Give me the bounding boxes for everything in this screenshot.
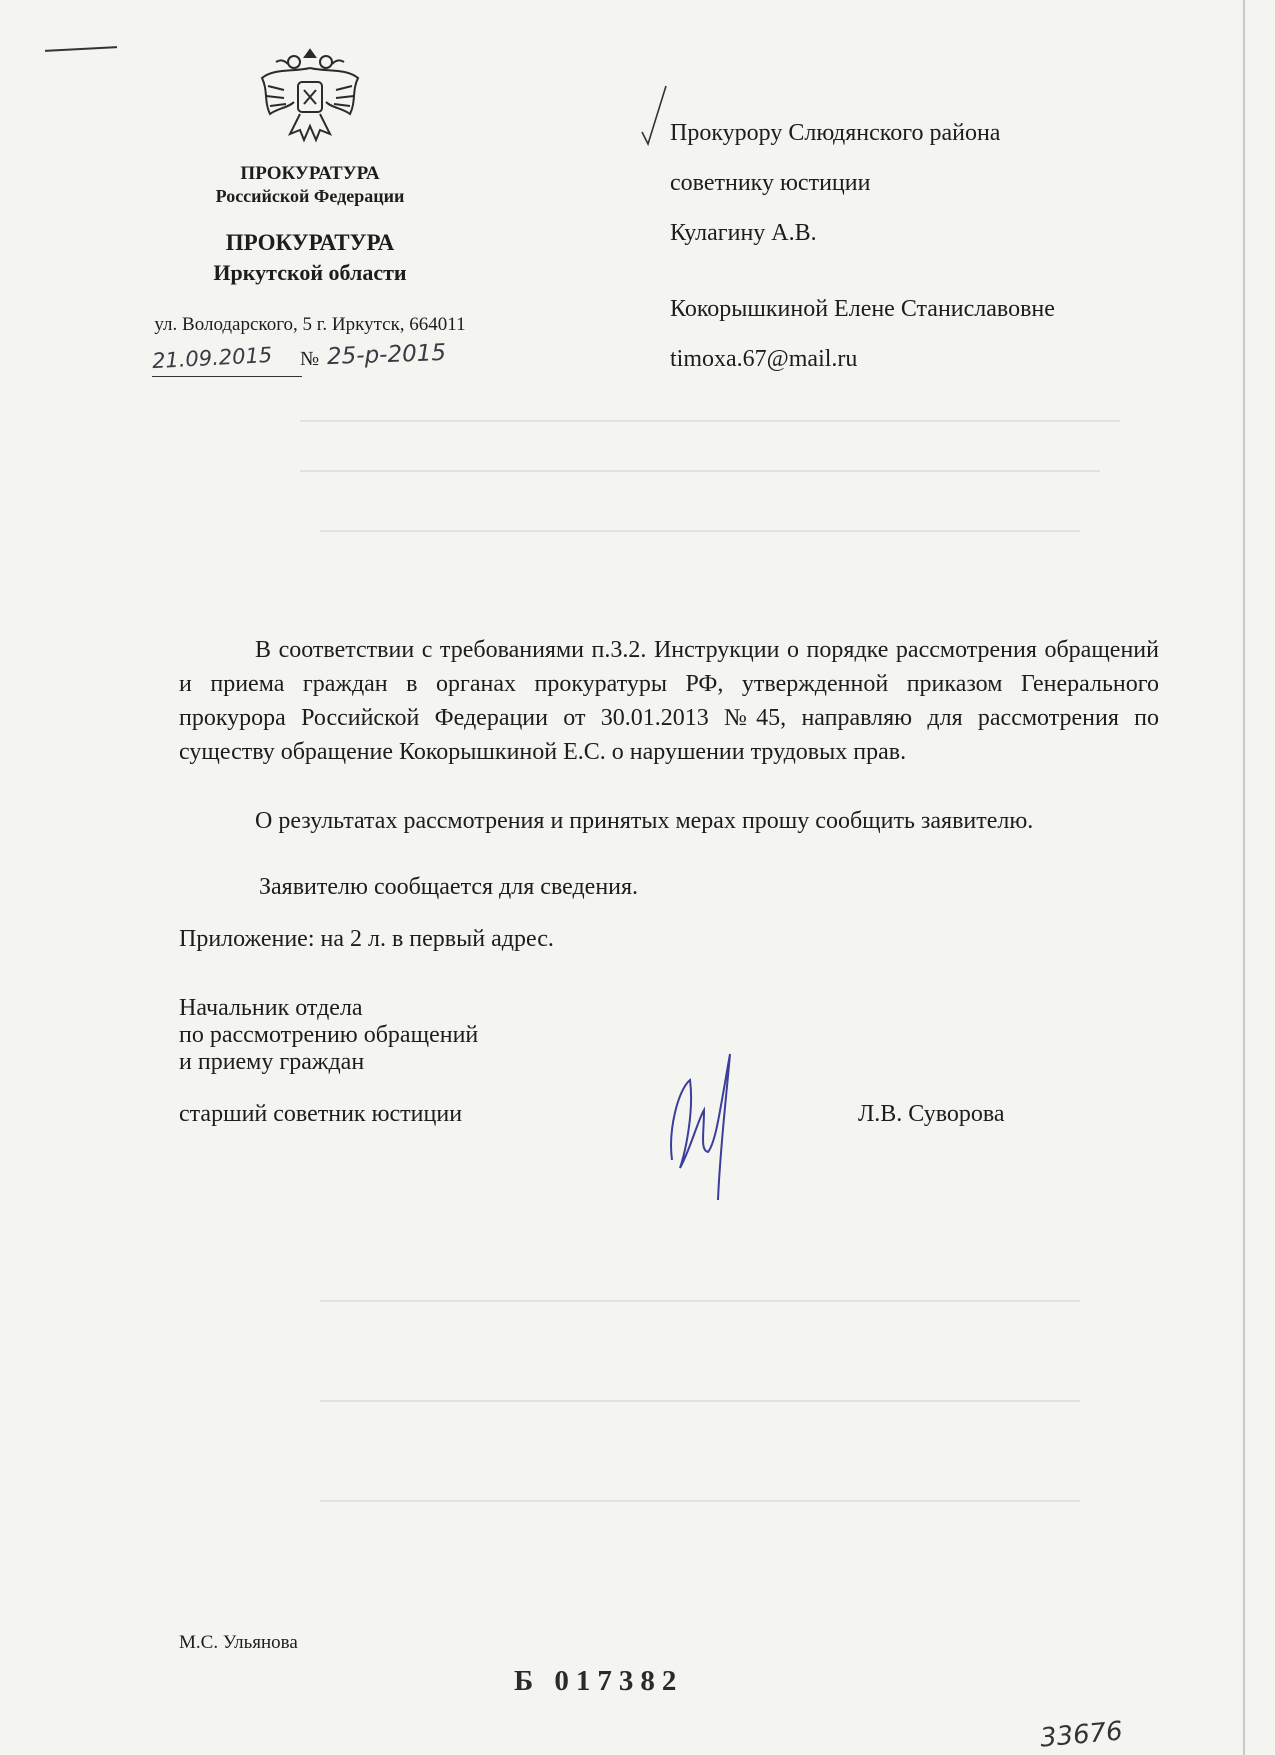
org-title-2: ПРОКУРАТУРА — [225, 230, 395, 255]
body-paragraph-2: О результатах рассмотрения и принятых мерах прошу сообщить заявителю. — [255, 808, 1034, 834]
date-underline — [152, 376, 302, 377]
org-subtitle-1: Российской Федерации — [215, 186, 405, 206]
body-paragraph-1: В соответствии с требованиями п.3.2. Инструкции о порядке рассмотрения обращений и приема граждан в органах прокуратуры РФ, утвержденной приказом Генерального прокурора Российской Федерации от 30.01.2013 №45, направляю для рассмотрения по существу обращение Кокорышкиной Е.С. о нарушении трудовых прав. — [179, 637, 1159, 765]
serial-number: Б 017382 — [514, 1665, 684, 1697]
recipient-line-2: советнику юстиции — [670, 170, 871, 196]
body-paragraph-3: Заявителю сообщается для сведения. — [259, 874, 639, 900]
corner-pen-mark — [45, 46, 117, 52]
double-headed-eagle-emblem-icon — [254, 42, 366, 152]
signatory-name: Л.В. Суворова — [858, 1101, 1005, 1127]
registration-number: 25-р-2015 — [326, 339, 447, 371]
signatory-title-3: и приему граждан — [179, 1049, 365, 1075]
show-through-line — [320, 1300, 1080, 1302]
attachment-note: Приложение: на 2 л. в первый адрес. — [179, 926, 554, 952]
recipient-email: timoxa.67@mail.ru — [670, 346, 858, 372]
recipient-line-1: Прокурору Слюдянского района — [670, 120, 1001, 146]
recipient-line-4: Кокорышкиной Елене Станиславовне — [670, 296, 1055, 322]
executor-name: М.С. Ульянова — [179, 1632, 298, 1653]
signatory-rank: старший советник юстиции — [179, 1101, 463, 1127]
signatory-title-1: Начальник отдела — [179, 995, 363, 1021]
registration-line — [151, 339, 500, 378]
show-through-line — [300, 420, 1120, 422]
org-address: ул. Володарского, 5 г. Иркутск, 664011 — [154, 314, 466, 335]
handwritten-number: 33676 — [1038, 1716, 1124, 1754]
show-through-line — [320, 1400, 1080, 1402]
handwritten-signature — [660, 1050, 740, 1210]
show-through-line — [320, 530, 1080, 532]
scan-edge — [1243, 0, 1245, 1755]
signatory-title-2: по рассмотрению обращений — [179, 1022, 479, 1048]
show-through-line — [300, 470, 1100, 472]
checkmark-icon — [640, 82, 668, 152]
number-sign: № — [300, 348, 320, 370]
org-title-1: ПРОКУРАТУРА — [240, 163, 380, 184]
recipient-line-3: Кулагину А.В. — [670, 220, 817, 246]
show-through-line — [320, 1500, 1080, 1502]
registration-date: 21.09.2015 — [151, 342, 273, 374]
org-subtitle-2: Иркутской области — [213, 260, 407, 285]
